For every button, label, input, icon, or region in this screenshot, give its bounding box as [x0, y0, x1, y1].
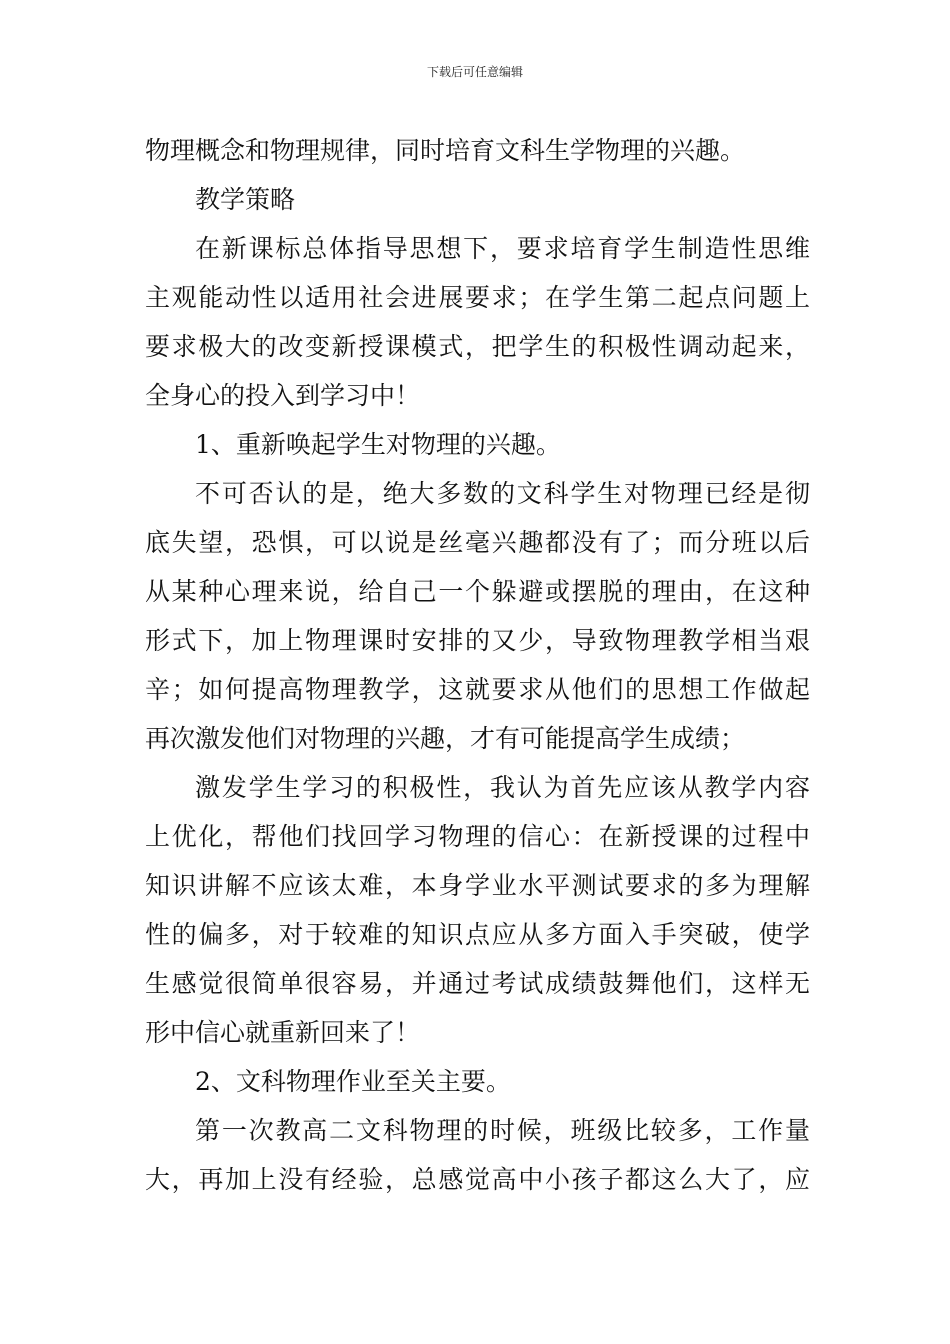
text-line: 底失望，恐惧，可以说是丝毫兴趣都没有了；而分班以后 [145, 528, 810, 557]
text-line: 生感觉很简单很容易，并通过考试成绩鼓舞他们，这样无 [145, 969, 810, 998]
text-line: 要求极大的改变新授课模式，把学生的积极性调动起来， [145, 332, 810, 361]
text-line: 第一次教高二文科物理的时候，班级比较多，工作量 [195, 1116, 810, 1145]
text-line: 从某种心理来说，给自己一个躲避或摆脱的理由，在这种 [145, 577, 810, 606]
section-heading: 1、重新唤起学生对物理的兴趣。 [195, 430, 561, 459]
text-line: 辛；如何提高物理教学，这就要求从他们的思想工作做起 [145, 675, 810, 704]
text-line: 激发学生学习的积极性，我认为首先应该从教学内容 [195, 773, 810, 802]
text-line: 物理概念和物理规律，同时培育文科生学物理的兴趣。 [145, 136, 746, 165]
text-line: 再次激发他们对物理的兴趣，才有可能提高学生成绩； [145, 724, 746, 753]
text-line: 大，再加上没有经验，总感觉高中小孩子都这么大了，应 [145, 1165, 810, 1194]
text-line: 性的偏多，对于较难的知识点应从多方面入手突破，使学 [145, 920, 810, 949]
text-line: 上优化，帮他们找回学习物理的信心：在新授课的过程中 [145, 822, 810, 851]
text-line: 全身心的投入到学习中！ [145, 381, 421, 410]
section-heading: 2、文科物理作业至关主要。 [195, 1067, 511, 1096]
text-line: 形中信心就重新回来了！ [145, 1018, 421, 1047]
text-line: 主观能动性以适用社会进展要求；在学生第二起点问题上 [145, 283, 810, 312]
text-line: 在新课标总体指导思想下，要求培育学生制造性思维 [195, 234, 810, 263]
page-header: 下载后可任意编辑 [426, 65, 523, 79]
text-line: 形式下，加上物理课时安排的又少，导致物理教学相当艰 [145, 626, 810, 655]
document-body [145, 126, 810, 1204]
section-heading: 教学策略 [195, 185, 296, 214]
text-line: 知识讲解不应该太难，本身学业水平测试要求的多为理解 [145, 871, 810, 900]
text-line: 不可否认的是，绝大多数的文科学生对物理已经是彻 [195, 479, 810, 508]
